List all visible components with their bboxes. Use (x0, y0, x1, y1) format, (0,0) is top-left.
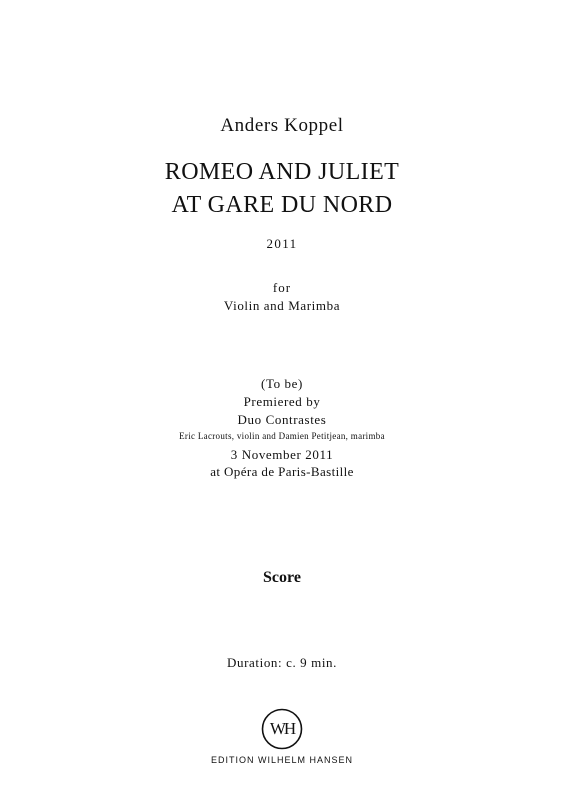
publisher-logo (261, 708, 303, 750)
publisher-logo-monogram: WH (269, 719, 295, 738)
premiere-note: (To be) (261, 376, 303, 391)
premiere-venue: at Opéra de Paris-Bastille (210, 464, 354, 479)
composer-name: Anders Koppel (220, 115, 344, 136)
work-title-line-2: AT GARE DU NORD (171, 192, 393, 218)
premiere-date: 3 November 2011 (230, 447, 334, 462)
duration: Duration: c. 9 min. (227, 655, 337, 670)
performers: Eric Lacrouts, violin and Damien Petitjean, marimba (179, 431, 385, 441)
work-title-line-1: ROMEO AND JULIET (164, 159, 400, 185)
publisher-name: EDITION WILHELM HANSEN (210, 755, 353, 765)
instrumentation-for: for (272, 280, 292, 295)
composition-year: 2011 (266, 236, 298, 251)
ensemble-name: Duo Contrastes (237, 412, 327, 427)
edition-type: Score (263, 569, 301, 586)
instrumentation: Violin and Marimba (223, 298, 341, 313)
premiered-by-label: Premiered by (243, 394, 321, 409)
